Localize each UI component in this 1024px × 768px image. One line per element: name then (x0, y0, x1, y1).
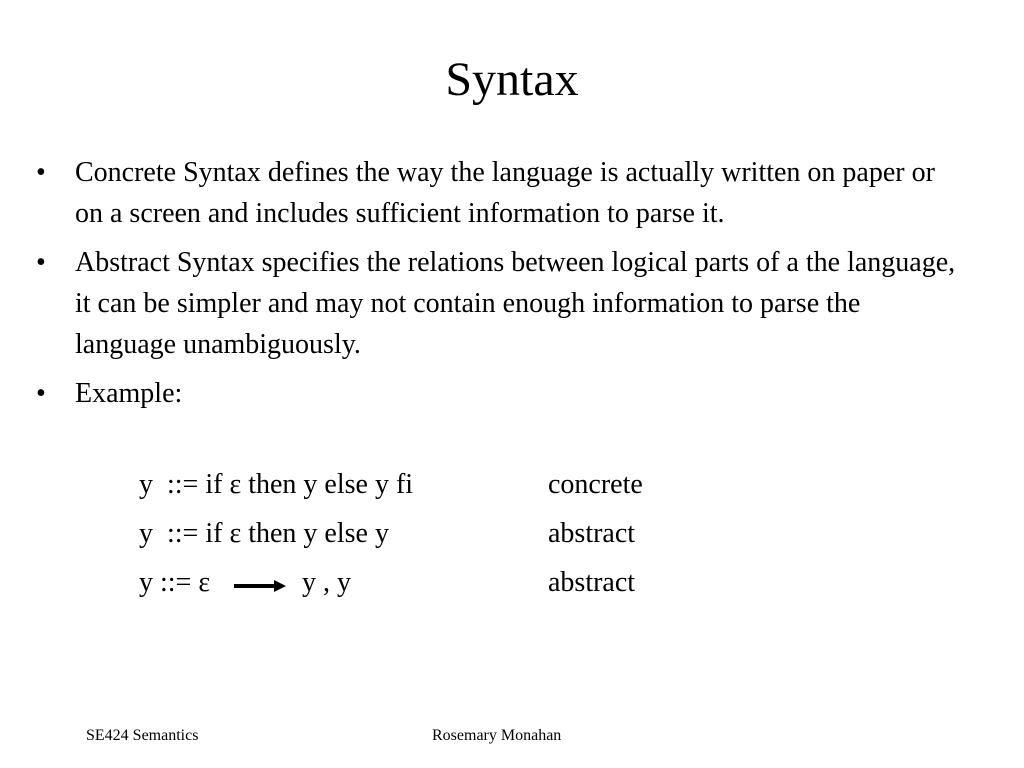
example-rule: y ::= if ε then y else y fi (139, 469, 414, 500)
example-row-concrete (0, 464, 1024, 513)
bullet-marker: • (36, 247, 46, 278)
example-rule: y ::= if ε then y else y (139, 518, 389, 549)
example-row-abstract (0, 513, 1024, 562)
bullet-example (0, 373, 965, 414)
slide-title: Syntax (445, 53, 579, 106)
bullet-abstract-syntax (0, 242, 965, 365)
bullet-marker: • (36, 378, 46, 409)
example-kind: abstract (548, 518, 636, 549)
example-grammar (0, 464, 1024, 611)
bullet-text: Concrete Syntax defines the way the language is actually written on paper or on a screen and includes sufficient information to parse it. (75, 157, 935, 229)
bullet-text: Abstract Syntax specifies the relations between logical parts of a the language, it can be simpler and may not contain enough information to parse the language unambiguously. (75, 247, 956, 360)
bullet-text: Example: (75, 378, 183, 409)
example-kind: concrete (548, 469, 643, 500)
right-arrow-icon (234, 580, 286, 592)
example-rule-rhs: y , y (302, 567, 351, 598)
example-row-abstract-arrow (0, 562, 1024, 611)
bullet-concrete-syntax (0, 152, 965, 234)
footer-author: Rosemary Monahan (432, 727, 562, 744)
bullet-marker: • (36, 157, 46, 188)
example-rule-lhs: y ::= ε (139, 567, 211, 598)
example-kind: abstract (548, 567, 636, 598)
footer-course: SE424 Semantics (86, 727, 199, 744)
bullet-list (0, 152, 1024, 422)
